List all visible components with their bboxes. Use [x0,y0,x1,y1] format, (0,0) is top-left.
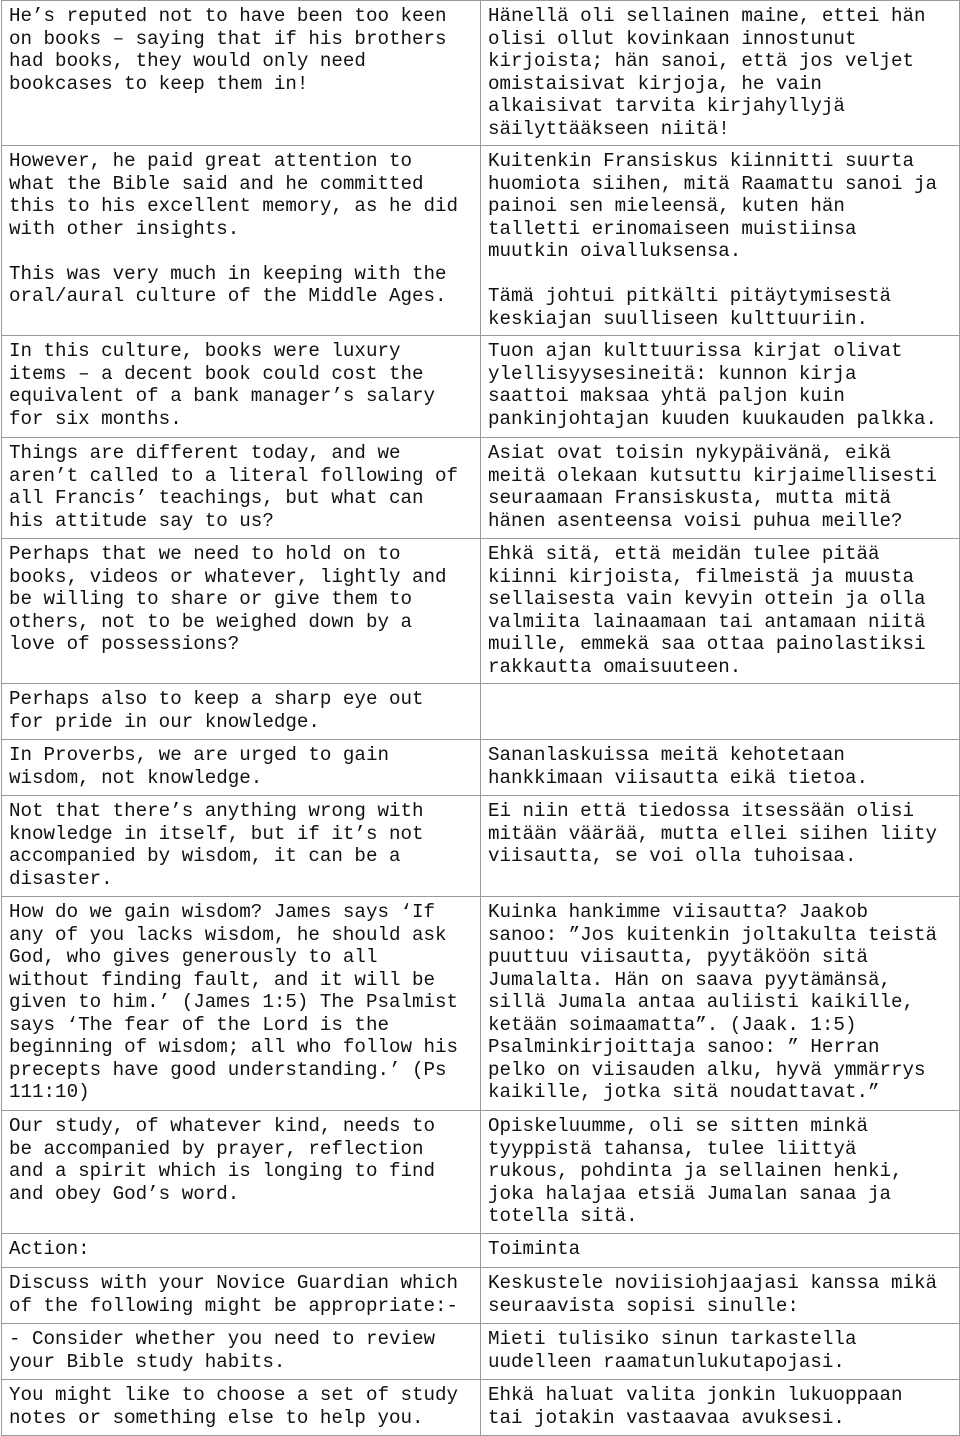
finnish-cell: Tuon ajan kulttuurissa kirjat olivat ylellisyysesineitä: kunnon kirja saattoi maksaa yhtä paljon kuin pankinjohtajan kuuden kuukauden palkka. [481,336,960,438]
table-row [2,1111,960,1234]
english-cell: He’s reputed not to have been too keen on books – saying that if his brothers had books, they would only need bookcases to keep them in! [2,1,481,146]
finnish-cell: Asiat ovat toisin nykypäivänä, eikä meitä olekaan kutsuttu kirjaimellisesti seuraamaan Fransiskusta, mutta mitä hänen asenteensa voisi puhua meille? [481,438,960,539]
finnish-cell: Kuitenkin Fransiskus kiinnitti suurta huomiota siihen, mitä Raamattu sanoi ja painoi sen mieleensä, kuten hän talletti erinomaiseen muistiinsa muutkin oivalluksensa. Tämä johtui pitkälti pitäytymisestä keskiajan suulliseen kulttuuriin. [481,146,960,336]
table-row [2,336,960,438]
bilingual-text-table [1,0,960,1436]
table-row [2,1268,960,1324]
english-cell: Action: [2,1234,481,1268]
finnish-cell: Keskustele noviisiohjaajasi kanssa mikä seuraavista sopisi sinulle: [481,1268,960,1324]
table-row [2,1324,960,1380]
finnish-cell: Opiskeluumme, oli se sitten minkä tyyppistä tahansa, tulee liittyä rukous, pohdinta ja sellainen henki, joka halajaa etsiä Jumalan sanaa ja totella sitä. [481,1111,960,1234]
english-cell: Perhaps also to keep a sharp eye out for pride in our knowledge. [2,684,481,740]
finnish-cell [481,684,960,740]
finnish-cell: Kuinka hankimme viisautta? Jaakob sanoo: ”Jos kuitenkin joltakulta teistä puuttuu viisautta, pyytäköön sitä Jumalalta. Hän on saava pyytämänsä, sillä Jumala antaa auliisti kaikille, ketään soimaamatta”. (Jaak. 1:5) Psalminkirjoittaja sanoo: ” Herran pelko on viisauden alku, hyvä ymmärrys kaikille, jotka sitä noudattavat.” [481,897,960,1111]
finnish-cell: Mieti tulisiko sinun tarkastella uudelleen raamatunlukutapojasi. [481,1324,960,1380]
english-cell: However, he paid great attention to what the Bible said and he committed this to his excellent memory, as he did with other insights. This was very much in keeping with the oral/aural culture of the Middle Ages. [2,146,481,336]
table-row [2,1234,960,1268]
finnish-cell: Sananlaskuissa meitä kehotetaan hankkimaan viisautta eikä tietoa. [481,740,960,796]
table-row [2,684,960,740]
english-cell: Perhaps that we need to hold on to books, videos or whatever, lightly and be willing to share or give them to others, not to be weighed down by a love of possessions? [2,539,481,684]
finnish-cell: Hänellä oli sellainen maine, ettei hän olisi ollut kovinkaan innostunut kirjoista; hän sanoi, että jos veljet omistaisivat kirjoja, he vain alkaisivat tarvita kirjahyllyjä säilyttääkseen niitä! [481,1,960,146]
finnish-cell: Ehkä sitä, että meidän tulee pitää kiinni kirjoista, filmeistä ja muusta sellaisesta vain kevyin ottein ja olla valmiita lainaamaan tai antamaan niitä muille, emmekä saa ottaa painolastiksi rakkautta omaisuuteen. [481,539,960,684]
english-cell: Our study, of whatever kind, needs to be accompanied by prayer, reflection and a spirit which is longing to find and obey God’s word. [2,1111,481,1234]
table-row [2,438,960,539]
table-row [2,796,960,897]
table-row [2,1380,960,1436]
english-cell: Not that there’s anything wrong with knowledge in itself, but if it’s not accompanied by wisdom, it can be a disaster. [2,796,481,897]
english-cell: Discuss with your Novice Guardian which of the following might be appropriate:- [2,1268,481,1324]
table-row [2,1,960,146]
table-row [2,740,960,796]
table-row [2,146,960,336]
table-row [2,539,960,684]
english-cell: How do we gain wisdom? James says ‘If any of you lacks wisdom, he should ask God, who gives generously to all without finding fault, and it will be given to him.’ (James 1:5) The Psalmist says ‘The fear of the Lord is the beginning of wisdom; all who follow his precepts have good understanding.’ (Ps 111:10) [2,897,481,1111]
finnish-cell: Ei niin että tiedossa itsessään olisi mitään väärää, mutta ellei siihen liity viisautta, se voi olla tuhoisaa. [481,796,960,897]
english-cell: In Proverbs, we are urged to gain wisdom, not knowledge. [2,740,481,796]
english-cell: - Consider whether you need to review your Bible study habits. [2,1324,481,1380]
finnish-cell: Toiminta [481,1234,960,1268]
finnish-cell: Ehkä haluat valita jonkin lukuoppaan tai jotakin vastaavaa avuksesi. [481,1380,960,1436]
english-cell: You might like to choose a set of study notes or something else to help you. [2,1380,481,1436]
english-cell: In this culture, books were luxury items – a decent book could cost the equivalent of a bank manager’s salary for six months. [2,336,481,438]
table-row [2,897,960,1111]
english-cell: Things are different today, and we aren’t called to a literal following of all Francis’ teachings, but what can his attitude say to us? [2,438,481,539]
